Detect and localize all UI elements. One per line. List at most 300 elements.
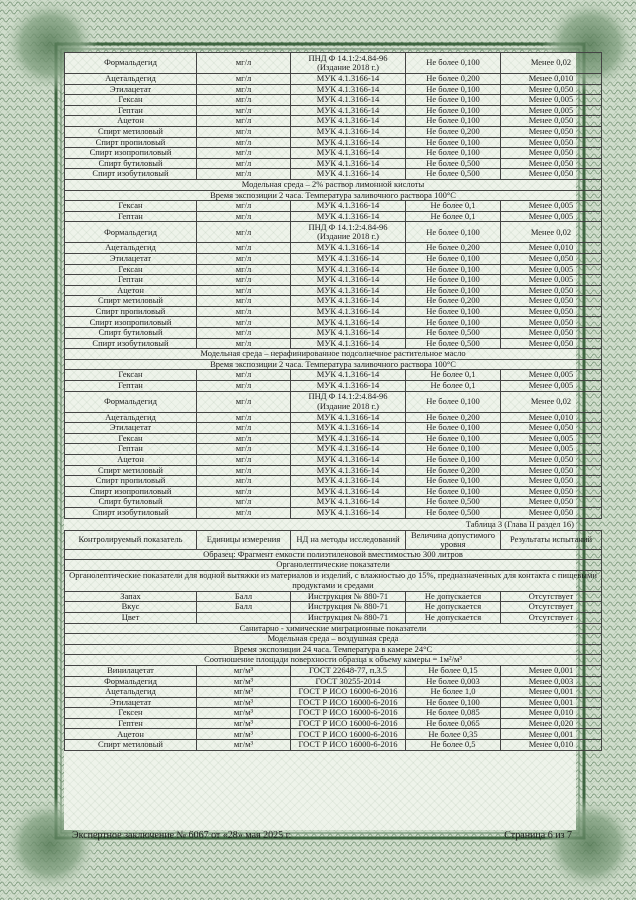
cell-result: Менее 0,010 <box>501 74 602 85</box>
table-row <box>65 476 602 487</box>
cell-unit: мг/л <box>197 444 291 455</box>
table-row <box>65 84 602 95</box>
cell-indicator: Ацетальдегид <box>65 412 197 423</box>
table-row <box>65 697 602 708</box>
table-row <box>65 370 602 381</box>
cell-method: Инструкция № 880-71 <box>291 612 406 623</box>
cell-result: Менее 0,001 <box>501 665 602 676</box>
cell-indicator: Спирт метиловый <box>65 296 197 307</box>
cell-indicator: Ацетон <box>65 116 197 127</box>
cell-unit: Балл <box>197 602 291 613</box>
cell-result: Менее 0,050 <box>501 116 602 127</box>
cell-unit: мг/л <box>197 158 291 169</box>
cell-unit: мг/м³ <box>197 718 291 729</box>
cell-indicator: Спирт пропиловый <box>65 306 197 317</box>
section-row <box>65 349 602 360</box>
cell-indicator: Гептен <box>65 718 197 729</box>
cell-result: Менее 0,050 <box>501 486 602 497</box>
cell-norm: Не более 0,100 <box>406 137 501 148</box>
table-row <box>65 718 602 729</box>
cell-norm: Не более 0,5 <box>406 740 501 751</box>
cell-result: Менее 0,005 <box>501 444 602 455</box>
cell-unit: мг/л <box>197 486 291 497</box>
cell-unit: Балл <box>197 591 291 602</box>
cell-method: МУК 4.1.3166-14 <box>291 476 406 487</box>
cell-indicator: Спирт метиловый <box>65 465 197 476</box>
section-row <box>65 644 602 655</box>
table-row <box>65 412 602 423</box>
cell-indicator: Винилацетат <box>65 665 197 676</box>
cell-result: Отсутствует <box>501 602 602 613</box>
cell-unit: мг/л <box>197 211 291 222</box>
cell-norm: Не более 0,100 <box>406 264 501 275</box>
cell-norm: Не более 0,100 <box>406 222 501 243</box>
cell-indicator: Ацетальдегид <box>65 243 197 254</box>
cell-result: Менее 0,050 <box>501 285 602 296</box>
cell-unit <box>197 612 291 623</box>
organoleptic-description: Органолептические показатели для водной вытяжки из материалов и изделий, с влажностью до 15%, предназначенных для контакта с пищевыми продуктами и средами <box>65 570 602 591</box>
cell-result: Менее 0,001 <box>501 687 602 698</box>
column-header: Контролируемый показатель <box>65 530 197 549</box>
cell-unit: мг/л <box>197 116 291 127</box>
cell-indicator: Формальдегид <box>65 391 197 412</box>
cell-indicator: Спирт метиловый <box>65 126 197 137</box>
cell-result: Менее 0,010 <box>501 740 602 751</box>
section-row <box>65 634 602 645</box>
table-row <box>65 740 602 751</box>
cell-norm: Не более 0,1 <box>406 201 501 212</box>
cell-method: МУК 4.1.3166-14 <box>291 381 406 392</box>
cell-unit: мг/л <box>197 306 291 317</box>
cell-method: МУК 4.1.3166-14 <box>291 148 406 159</box>
cell-result: Менее 0,005 <box>501 95 602 106</box>
cell-indicator: Гептан <box>65 444 197 455</box>
section-row <box>65 560 602 571</box>
section-row <box>65 179 602 190</box>
section-exposure: Время экспозиции 24 часа. Температура в камере 24°С <box>65 644 602 655</box>
cell-indicator: Гексен <box>65 708 197 719</box>
cell-indicator: Спирт бутиловый <box>65 328 197 339</box>
table-row <box>65 243 602 254</box>
cell-norm: Не более 0,500 <box>406 507 501 518</box>
cell-result: Менее 0,050 <box>501 253 602 264</box>
cell-method: МУК 4.1.3166-14 <box>291 370 406 381</box>
cell-method: Инструкция № 880-71 <box>291 602 406 613</box>
cell-norm: Не допускается <box>406 602 501 613</box>
cell-result: Менее 0,010 <box>501 412 602 423</box>
cell-norm: Не более 1,0 <box>406 687 501 698</box>
cell-norm: Не допускается <box>406 591 501 602</box>
cell-result: Менее 0,050 <box>501 84 602 95</box>
table-row <box>65 729 602 740</box>
migration-table-top <box>64 52 602 519</box>
cell-indicator: Спирт изопропиловый <box>65 486 197 497</box>
section-medium-title: Модельная среда – 2% раствор лимонной кислоты <box>65 179 602 190</box>
cell-norm: Не более 0,100 <box>406 444 501 455</box>
cell-method: МУК 4.1.3166-14 <box>291 264 406 275</box>
cell-unit: мг/л <box>197 338 291 349</box>
table-row <box>65 275 602 286</box>
cell-norm: Не более 0,15 <box>406 665 501 676</box>
cell-unit: мг/л <box>197 275 291 286</box>
cell-method: МУК 4.1.3166-14 <box>291 253 406 264</box>
cell-norm: Не допускается <box>406 612 501 623</box>
cell-indicator: Формальдегид <box>65 676 197 687</box>
column-header: Результаты испытаний <box>501 530 602 549</box>
cell-result: Менее 0,050 <box>501 169 602 180</box>
cell-result: Менее 0,050 <box>501 296 602 307</box>
cell-method: МУК 4.1.3166-14 <box>291 306 406 317</box>
cell-indicator: Спирт изобутиловый <box>65 169 197 180</box>
cell-method: МУК 4.1.3166-14 <box>291 116 406 127</box>
cell-indicator: Спирт бутиловый <box>65 158 197 169</box>
cell-result: Менее 0,02 <box>501 391 602 412</box>
cell-indicator: Ацетальдегид <box>65 74 197 85</box>
table-row <box>65 507 602 518</box>
cell-norm: Не более 0,200 <box>406 296 501 307</box>
cell-result: Менее 0,005 <box>501 105 602 116</box>
cell-result: Менее 0,020 <box>501 718 602 729</box>
cell-norm: Не более 0,100 <box>406 275 501 286</box>
cell-result: Менее 0,005 <box>501 211 602 222</box>
cell-unit: мг/л <box>197 169 291 180</box>
cell-result: Менее 0,050 <box>501 158 602 169</box>
table-row <box>65 455 602 466</box>
cell-indicator: Цвет <box>65 612 197 623</box>
cell-result: Менее 0,001 <box>501 729 602 740</box>
cell-norm: Не более 0,35 <box>406 729 501 740</box>
cell-norm: Не более 0,100 <box>406 391 501 412</box>
cell-unit: мг/л <box>197 137 291 148</box>
table-row <box>65 317 602 328</box>
cell-norm: Не более 0,500 <box>406 338 501 349</box>
cell-unit: мг/л <box>197 370 291 381</box>
table-row <box>65 253 602 264</box>
cell-indicator: Ацетальдегид <box>65 687 197 698</box>
section-row <box>65 570 602 591</box>
cell-indicator: Этилацетат <box>65 84 197 95</box>
sample-description: Образец: Фрагмент емкости полиэтиленовой вместимостью 300 литров <box>65 549 602 560</box>
table-row <box>65 612 602 623</box>
cell-method: ГОСТ Р ИСО 16000-6-2016 <box>291 708 406 719</box>
cell-result: Менее 0,005 <box>501 201 602 212</box>
cell-norm: Не более 0,100 <box>406 317 501 328</box>
cell-method: ПНД Ф 14.1:2:4.84-96 (Издание 2018 г.) <box>291 222 406 243</box>
cell-result: Менее 0,003 <box>501 676 602 687</box>
cell-indicator: Гексан <box>65 264 197 275</box>
cell-method: МУК 4.1.3166-14 <box>291 169 406 180</box>
table-row <box>65 158 602 169</box>
cell-indicator: Гексан <box>65 370 197 381</box>
cell-unit: мг/л <box>197 497 291 508</box>
cell-result: Менее 0,050 <box>501 328 602 339</box>
table-row <box>65 391 602 412</box>
table-3 <box>64 530 602 751</box>
cell-indicator: Вкус <box>65 602 197 613</box>
cell-indicator: Этилацетат <box>65 253 197 264</box>
cell-unit: мг/м³ <box>197 708 291 719</box>
cell-result: Менее 0,050 <box>501 317 602 328</box>
cell-norm: Не более 0,100 <box>406 306 501 317</box>
cell-indicator: Гексан <box>65 201 197 212</box>
cell-method: МУК 4.1.3166-14 <box>291 74 406 85</box>
cell-unit: мг/л <box>197 423 291 434</box>
cell-method: МУК 4.1.3166-14 <box>291 285 406 296</box>
cell-method: МУК 4.1.3166-14 <box>291 338 406 349</box>
cell-method: МУК 4.1.3166-14 <box>291 507 406 518</box>
cell-result: Менее 0,050 <box>501 137 602 148</box>
cell-unit: мг/л <box>197 222 291 243</box>
cell-method: ГОСТ 30255-2014 <box>291 676 406 687</box>
cell-unit: мг/л <box>197 296 291 307</box>
cell-unit: мг/л <box>197 84 291 95</box>
section-ratio: Соотношение площади поверхности образца к объему камеры = 1м²/м³ <box>65 655 602 666</box>
cell-unit: мг/л <box>197 412 291 423</box>
table-row <box>65 95 602 106</box>
cell-unit: мг/м³ <box>197 729 291 740</box>
cell-result: Менее 0,02 <box>501 222 602 243</box>
section-row <box>65 623 602 634</box>
column-header: Величина допустимого уровня <box>406 530 501 549</box>
cell-unit: мг/м³ <box>197 665 291 676</box>
cell-method: МУК 4.1.3166-14 <box>291 243 406 254</box>
cell-method: МУК 4.1.3166-14 <box>291 423 406 434</box>
cell-unit: мг/л <box>197 105 291 116</box>
table-caption: Таблица 3 (Глава II раздел 16) <box>465 518 574 529</box>
table-row <box>65 285 602 296</box>
cell-unit: мг/л <box>197 433 291 444</box>
cell-result: Менее 0,005 <box>501 433 602 444</box>
cell-unit: мг/л <box>197 264 291 275</box>
cell-unit: мг/л <box>197 253 291 264</box>
cell-method: ГОСТ Р ИСО 16000-6-2016 <box>291 718 406 729</box>
cell-norm: Не более 0,100 <box>406 476 501 487</box>
section-medium-title: Модельная среда – нерафинированное подсолнечное растительное масло <box>65 349 602 360</box>
cell-unit: мг/м³ <box>197 697 291 708</box>
table-row <box>65 708 602 719</box>
cell-unit: мг/л <box>197 507 291 518</box>
table-row <box>65 486 602 497</box>
cell-norm: Не более 0,500 <box>406 169 501 180</box>
cell-unit: мг/л <box>197 328 291 339</box>
cell-result: Менее 0,050 <box>501 497 602 508</box>
cell-result: Менее 0,050 <box>501 476 602 487</box>
cell-method: МУК 4.1.3166-14 <box>291 455 406 466</box>
cell-method: МУК 4.1.3166-14 <box>291 201 406 212</box>
cell-norm: Не более 0,500 <box>406 497 501 508</box>
cell-indicator: Гептан <box>65 275 197 286</box>
column-header: НД на методы исследований <box>291 530 406 549</box>
table-row <box>65 381 602 392</box>
cell-indicator: Спирт метиловый <box>65 740 197 751</box>
cell-indicator: Гептан <box>65 105 197 116</box>
table-row <box>65 148 602 159</box>
cell-norm: Не более 0,200 <box>406 74 501 85</box>
cell-norm: Не более 0,100 <box>406 53 501 74</box>
cell-indicator: Ацетон <box>65 285 197 296</box>
cell-indicator: Запах <box>65 591 197 602</box>
table-row <box>65 211 602 222</box>
cell-unit: мг/м³ <box>197 740 291 751</box>
cell-result: Отсутствует <box>501 591 602 602</box>
table-row <box>65 433 602 444</box>
cell-method: МУК 4.1.3166-14 <box>291 465 406 476</box>
cell-method: МУК 4.1.3166-14 <box>291 211 406 222</box>
cell-result: Менее 0,050 <box>501 465 602 476</box>
cell-result: Менее 0,050 <box>501 148 602 159</box>
table-row <box>65 296 602 307</box>
cell-result: Менее 0,050 <box>501 338 602 349</box>
cell-unit: мг/л <box>197 148 291 159</box>
cell-result: Менее 0,005 <box>501 370 602 381</box>
cell-norm: Не более 0,200 <box>406 465 501 476</box>
cell-norm: Не более 0,100 <box>406 148 501 159</box>
cell-unit: мг/м³ <box>197 687 291 698</box>
cell-method: МУК 4.1.3166-14 <box>291 95 406 106</box>
cell-norm: Не более 0,100 <box>406 116 501 127</box>
footer-doc-ref: Экспертное заключение № 6067 от «28» мая 2025 г. <box>72 830 292 841</box>
table-row <box>65 201 602 212</box>
table-row <box>65 687 602 698</box>
cell-indicator: Спирт изобутиловый <box>65 507 197 518</box>
cell-norm: Не более 0,200 <box>406 412 501 423</box>
section-row <box>65 190 602 201</box>
section-exposure: Время экспозиции 2 часа. Температура заливочного раствора 100°С <box>65 190 602 201</box>
table-row <box>65 264 602 275</box>
cell-indicator: Ацетон <box>65 729 197 740</box>
cell-method: МУК 4.1.3166-14 <box>291 296 406 307</box>
table-row <box>65 423 602 434</box>
column-header: Единицы измерения <box>197 530 291 549</box>
cell-method: МУК 4.1.3166-14 <box>291 275 406 286</box>
cell-norm: Не более 0,065 <box>406 718 501 729</box>
cell-unit: мг/л <box>197 455 291 466</box>
table-row <box>65 602 602 613</box>
cell-result: Менее 0,005 <box>501 264 602 275</box>
cell-unit: мг/л <box>197 53 291 74</box>
cell-indicator: Спирт пропиловый <box>65 476 197 487</box>
cell-unit: мг/л <box>197 317 291 328</box>
section-row <box>65 359 602 370</box>
cell-norm: Не более 0,100 <box>406 285 501 296</box>
table-row <box>65 338 602 349</box>
cell-method: ПНД Ф 14.1:2:4.84-96 (Издание 2018 г.) <box>291 53 406 74</box>
cell-method: ГОСТ Р ИСО 16000-6-2016 <box>291 740 406 751</box>
table-row <box>65 444 602 455</box>
cell-unit: мг/л <box>197 391 291 412</box>
cell-method: ГОСТ Р ИСО 16000-6-2016 <box>291 687 406 698</box>
cell-method: МУК 4.1.3166-14 <box>291 497 406 508</box>
table-row <box>65 465 602 476</box>
cell-norm: Не более 0,100 <box>406 486 501 497</box>
cell-method: МУК 4.1.3166-14 <box>291 105 406 116</box>
table-row <box>65 497 602 508</box>
page-footer <box>72 830 572 844</box>
cell-norm: Не более 0,085 <box>406 708 501 719</box>
table-row <box>65 591 602 602</box>
table-row <box>65 74 602 85</box>
table-row <box>65 306 602 317</box>
cell-method: МУК 4.1.3166-14 <box>291 137 406 148</box>
cell-method: ГОСТ 22648-77, п.3.5 <box>291 665 406 676</box>
cell-norm: Не более 0,100 <box>406 697 501 708</box>
cell-method: МУК 4.1.3166-14 <box>291 444 406 455</box>
cell-indicator: Спирт изобутиловый <box>65 338 197 349</box>
table-row <box>65 116 602 127</box>
section-row <box>65 655 602 666</box>
cell-method: МУК 4.1.3166-14 <box>291 84 406 95</box>
footer-page-number: Страница 6 из 7 <box>504 830 572 841</box>
cell-result: Менее 0,050 <box>501 306 602 317</box>
table-row <box>65 105 602 116</box>
cell-method: ГОСТ Р ИСО 16000-6-2016 <box>291 697 406 708</box>
cell-result: Менее 0,050 <box>501 126 602 137</box>
cell-norm: Не более 0,1 <box>406 381 501 392</box>
cell-unit: мг/л <box>197 74 291 85</box>
table-row <box>65 126 602 137</box>
table-row <box>65 53 602 74</box>
cell-result: Менее 0,050 <box>501 507 602 518</box>
section-exposure: Время экспозиции 2 часа. Температура заливочного раствора 100°С <box>65 359 602 370</box>
cell-unit: мг/л <box>197 381 291 392</box>
cell-method: МУК 4.1.3166-14 <box>291 486 406 497</box>
cell-indicator: Спирт пропиловый <box>65 137 197 148</box>
section-medium-title: Модельная среда – воздушная среда <box>65 634 602 645</box>
section-row <box>65 549 602 560</box>
cell-norm: Не более 0,200 <box>406 126 501 137</box>
cell-norm: Не более 0,500 <box>406 158 501 169</box>
cell-indicator: Формальдегид <box>65 222 197 243</box>
table-row <box>65 169 602 180</box>
cell-indicator: Формальдегид <box>65 53 197 74</box>
cell-indicator: Гексан <box>65 433 197 444</box>
cell-result: Менее 0,005 <box>501 275 602 286</box>
cell-method: ГОСТ Р ИСО 16000-6-2016 <box>291 729 406 740</box>
cell-norm: Не более 0,1 <box>406 370 501 381</box>
cell-indicator: Гептан <box>65 381 197 392</box>
cell-unit: мг/л <box>197 465 291 476</box>
cell-indicator: Спирт изопропиловый <box>65 317 197 328</box>
cell-result: Менее 0,02 <box>501 53 602 74</box>
cell-unit: мг/м³ <box>197 676 291 687</box>
cell-norm: Не более 0,003 <box>406 676 501 687</box>
cell-norm: Не более 0,500 <box>406 328 501 339</box>
cell-method: Инструкция № 880-71 <box>291 591 406 602</box>
cell-result: Менее 0,005 <box>501 381 602 392</box>
cell-result: Отсутствует <box>501 612 602 623</box>
cell-result: Менее 0,001 <box>501 697 602 708</box>
cell-norm: Не более 0,100 <box>406 95 501 106</box>
cell-norm: Не более 0,1 <box>406 211 501 222</box>
cell-method: МУК 4.1.3166-14 <box>291 412 406 423</box>
table-row <box>65 328 602 339</box>
cell-result: Менее 0,050 <box>501 455 602 466</box>
cell-indicator: Гептан <box>65 211 197 222</box>
cell-indicator: Этилацетат <box>65 697 197 708</box>
cell-indicator: Гексан <box>65 95 197 106</box>
table-header-row <box>65 530 602 549</box>
cell-norm: Не более 0,200 <box>406 243 501 254</box>
document-content <box>64 52 597 751</box>
table-row <box>65 665 602 676</box>
cell-indicator: Этилацетат <box>65 423 197 434</box>
table-row <box>65 222 602 243</box>
cell-unit: мг/л <box>197 126 291 137</box>
cell-unit: мг/л <box>197 285 291 296</box>
table-row <box>65 137 602 148</box>
cell-norm: Не более 0,100 <box>406 433 501 444</box>
cell-indicator: Спирт изопропиловый <box>65 148 197 159</box>
